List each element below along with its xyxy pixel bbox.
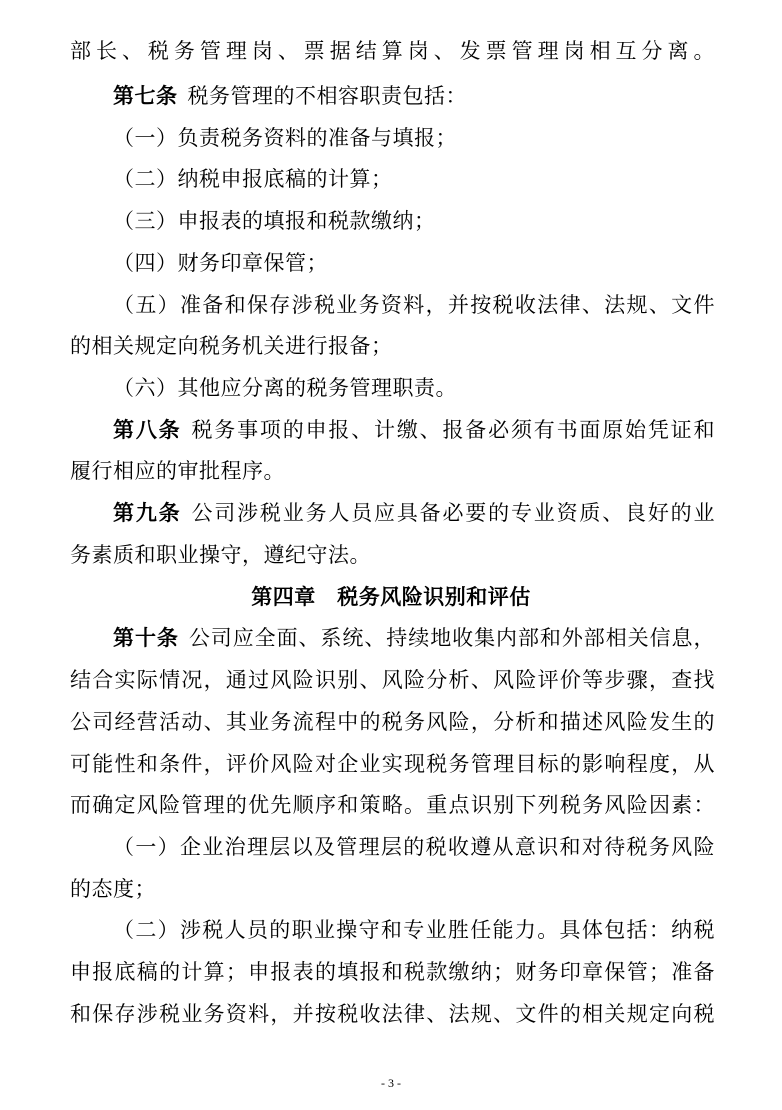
list-item: （三）申报表的填报和税款缴纳； — [113, 209, 436, 233]
chapter-heading: 第四章 税务风险识别和评估 — [251, 585, 531, 609]
article-number: 第八条 — [113, 418, 182, 442]
list-item: （一）负责税务资料的准备与填报； — [113, 126, 457, 150]
list-item: （四）财务印章保管； — [113, 251, 328, 275]
paragraph-line: 可能性和条件，评价风险对企业实现税务管理目标的影响程度，从 — [70, 752, 715, 776]
article-text: 税务管理的不相容职责包括： — [187, 84, 467, 108]
paragraph-line: 申报底稿的计算；申报表的填报和税款缴纳；财务印章保管；准备 — [70, 960, 715, 984]
paragraph-line: 务素质和职业操守，遵纪守法。 — [70, 543, 371, 567]
article-7-heading — [113, 82, 715, 110]
paragraph-line: 履行相应的审批程序。 — [70, 459, 285, 483]
paragraph-line: 公司经营活动、其业务流程中的税务风险，分析和描述风险发生的 — [70, 710, 715, 734]
paragraph-line: 部长、税务管理岗、票据结算岗、发票管理岗相互分离。 — [70, 39, 715, 63]
article-text: 公司涉税业务人员应具备必要的专业资质、良好的业 — [191, 501, 716, 525]
article-number: 第十条 — [113, 626, 179, 650]
article-10-heading — [113, 624, 715, 652]
article-text: 税务事项的申报、计缴、报备必须有书面原始凭证和 — [191, 418, 716, 442]
list-item: （六）其他应分离的税务管理职责。 — [113, 376, 457, 400]
article-number: 第七条 — [113, 84, 178, 108]
paragraph-line: 的态度； — [70, 877, 156, 901]
paragraph-line: 和保存涉税业务资料，并按税收法律、法规、文件的相关规定向税 — [70, 1002, 715, 1026]
paragraph-line: 的相关规定向税务机关进行报备； — [70, 334, 393, 358]
article-8-heading — [113, 416, 715, 444]
article-9-heading — [113, 499, 715, 527]
paragraph-line: 而确定风险管理的优先顺序和策略。重点识别下列税务风险因素： — [70, 793, 715, 817]
list-item: （二）纳税申报底稿的计算； — [113, 167, 393, 191]
article-text: 公司应全面、系统、持续地收集内部和外部相关信息， — [188, 626, 715, 650]
page-number: - 3 - — [381, 1076, 401, 1090]
article-number: 第九条 — [113, 501, 182, 525]
list-item: （二）涉税人员的职业操守和专业胜任能力。具体包括：纳税 — [113, 918, 715, 942]
list-item: （一）企业治理层以及管理层的税收遵从意识和对待税务风险 — [113, 835, 715, 859]
paragraph-line: 结合实际情况，通过风险识别、风险分析、风险评价等步骤，查找 — [70, 668, 715, 692]
list-item: （五）准备和保存涉税业务资料，并按税收法律、法规、文件 — [113, 293, 715, 317]
